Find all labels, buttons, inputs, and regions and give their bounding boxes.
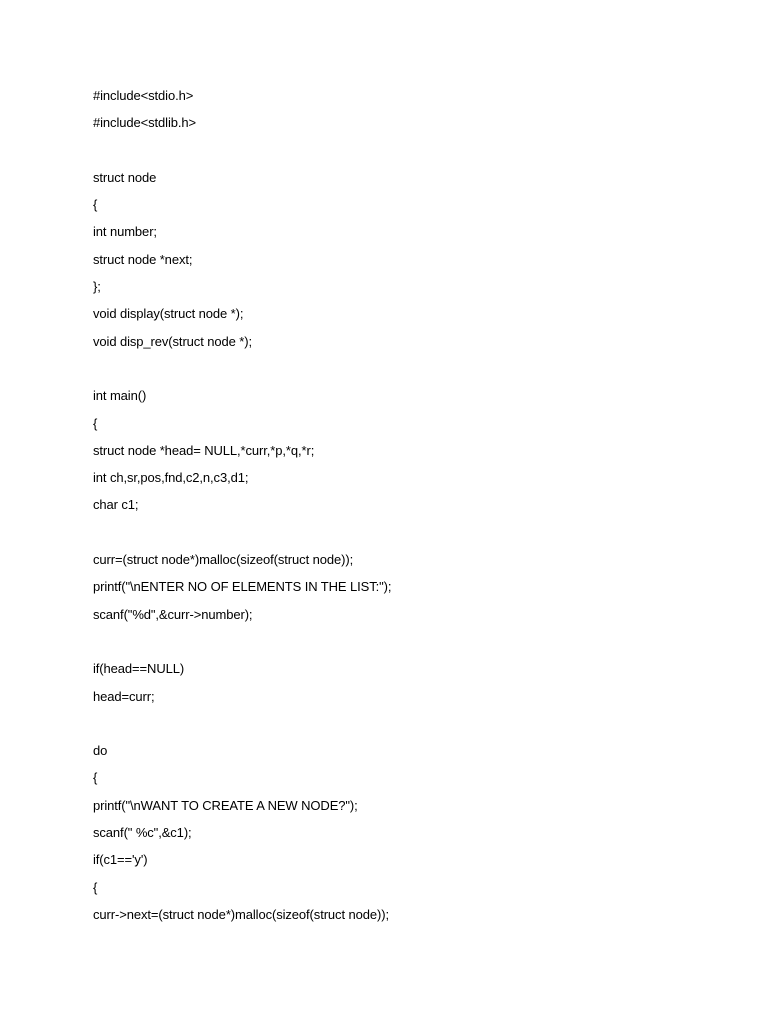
code-line: int main() [93, 388, 147, 404]
code-line: do [93, 743, 108, 759]
code-line: #include<stdlib.h> [93, 115, 196, 131]
code-line: struct node [93, 169, 157, 185]
code-line: curr->next=(struct node*)malloc(sizeof(struct node)); [93, 906, 389, 922]
blank-line [93, 359, 733, 386]
code-line: printf("\nWANT TO CREATE A NEW NODE?"); [93, 797, 358, 813]
code-line: int number; [93, 224, 157, 240]
blank-line [93, 523, 733, 550]
code-line: void disp_rev(struct node *); [93, 333, 252, 349]
code-line: #include<stdio.h> [93, 88, 194, 103]
code-line: scanf("%d",&curr->number); [93, 606, 253, 622]
code-line: scanf(" %c",&c1); [93, 825, 192, 841]
blank-line [93, 141, 733, 168]
code-line: struct node *head= NULL,*curr,*p,*q,*r; [93, 442, 315, 458]
code-line: int ch,sr,pos,fnd,c2,n,c3,d1; [93, 470, 249, 486]
blank-line [93, 714, 733, 741]
code-line: { [93, 415, 98, 431]
code-line: if(head==NULL) [93, 661, 185, 677]
code-line: struct node *next; [93, 251, 193, 267]
code-line: if(c1=='y') [93, 852, 148, 868]
code-line: head=curr; [93, 688, 155, 704]
code-line: char c1; [93, 497, 139, 513]
code-line: printf("\nENTER NO OF ELEMENTS IN THE LIST:"); [93, 579, 392, 595]
code-line: { [93, 770, 98, 786]
source-code-block [93, 86, 733, 932]
code-line: { [93, 197, 98, 213]
blank-line [93, 632, 733, 659]
code-line: { [93, 879, 98, 895]
code-line: curr=(struct node*)malloc(sizeof(struct node)); [93, 552, 354, 568]
code-line: void display(struct node *); [93, 306, 244, 322]
code-line: }; [93, 279, 101, 295]
